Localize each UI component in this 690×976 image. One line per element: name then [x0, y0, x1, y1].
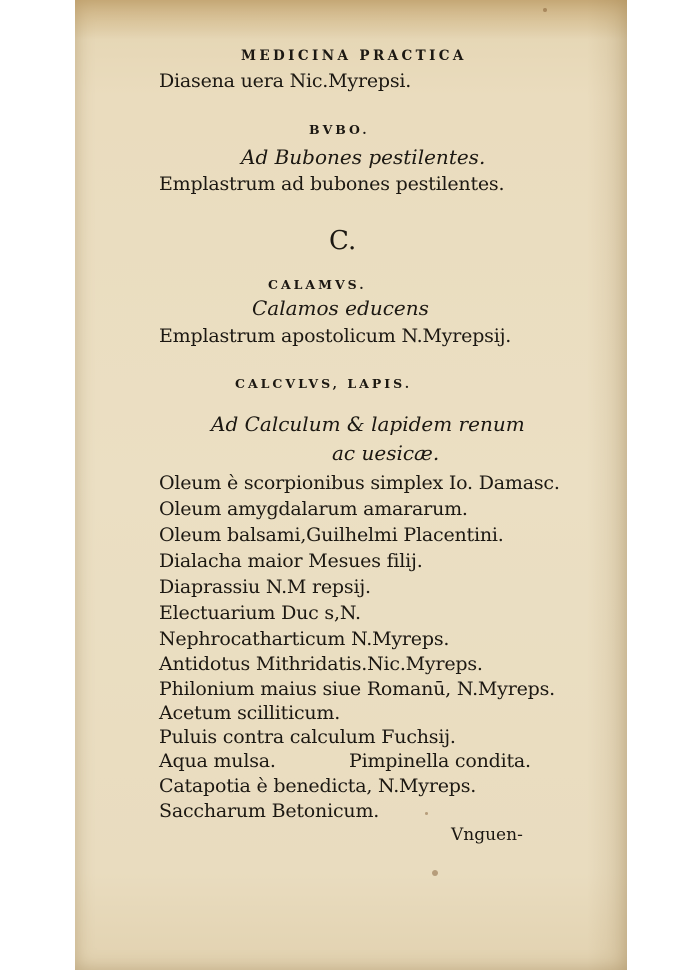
section-heading-calamus: CALAMVS.	[268, 277, 367, 292]
page-gutter-shadow	[587, 0, 627, 970]
list-item: Acetum scilliticum.	[159, 702, 341, 724]
list-item: Nephrocatharticum N.Myreps.	[159, 628, 450, 650]
ink-spot	[543, 8, 547, 12]
catchword: Vnguen-	[451, 825, 523, 845]
subheading-calculus-line1: Ad Calculum & lapidem renum	[211, 412, 525, 436]
entry-catapotia: Catapotia è benedicta, N.Myreps.	[159, 775, 477, 797]
running-head: MEDICINA PRACTICA	[241, 48, 467, 64]
entry-diasena: Diasena uera Nic.Myrepsi.	[159, 70, 412, 92]
list-item: Puluis contra calculum Fuchsij.	[159, 726, 456, 748]
ink-spot	[432, 870, 438, 876]
list-item: Oleum amygdalarum amararum.	[159, 498, 468, 520]
list-item: Philonium maius siue Romanū, N.Myreps.	[159, 678, 555, 700]
list-item: Electuarium Duc s,N.	[159, 602, 361, 624]
entry-calamus-emplastrum: Emplastrum apostolicum N.Myrepsij.	[159, 325, 512, 347]
entry-bubo-emplastrum: Emplastrum ad bubones pestilentes.	[159, 173, 505, 195]
list-item: Oleum è scorpionibus simplex Io. Damasc.	[159, 472, 560, 494]
subheading-bubo: Ad Bubones pestilentes.	[241, 145, 486, 169]
entry-aqua-mulsa: Aqua mulsa.	[159, 750, 276, 772]
ink-spot	[425, 812, 428, 815]
section-heading-bubo: BVBO.	[309, 122, 370, 137]
book-page	[75, 0, 627, 970]
section-heading-calculus: CALCVLVS, LAPIS.	[235, 376, 413, 391]
subheading-calamus: Calamos educens	[252, 296, 429, 320]
list-item: Oleum balsami,Guilhelmi Placentini.	[159, 524, 504, 546]
section-letter-c: C.	[329, 226, 357, 256]
entry-pimpinella: Pimpinella condita.	[349, 750, 531, 772]
entry-saccharum: Saccharum Betonicum.	[159, 800, 380, 822]
list-item: Diaprassiu N.M repsij.	[159, 576, 371, 598]
subheading-calculus-line2: ac uesicæ.	[332, 441, 440, 465]
list-item: Antidotus Mithridatis.Nic.Myreps.	[159, 653, 483, 675]
list-item: Dialacha maior Mesues filij.	[159, 550, 423, 572]
